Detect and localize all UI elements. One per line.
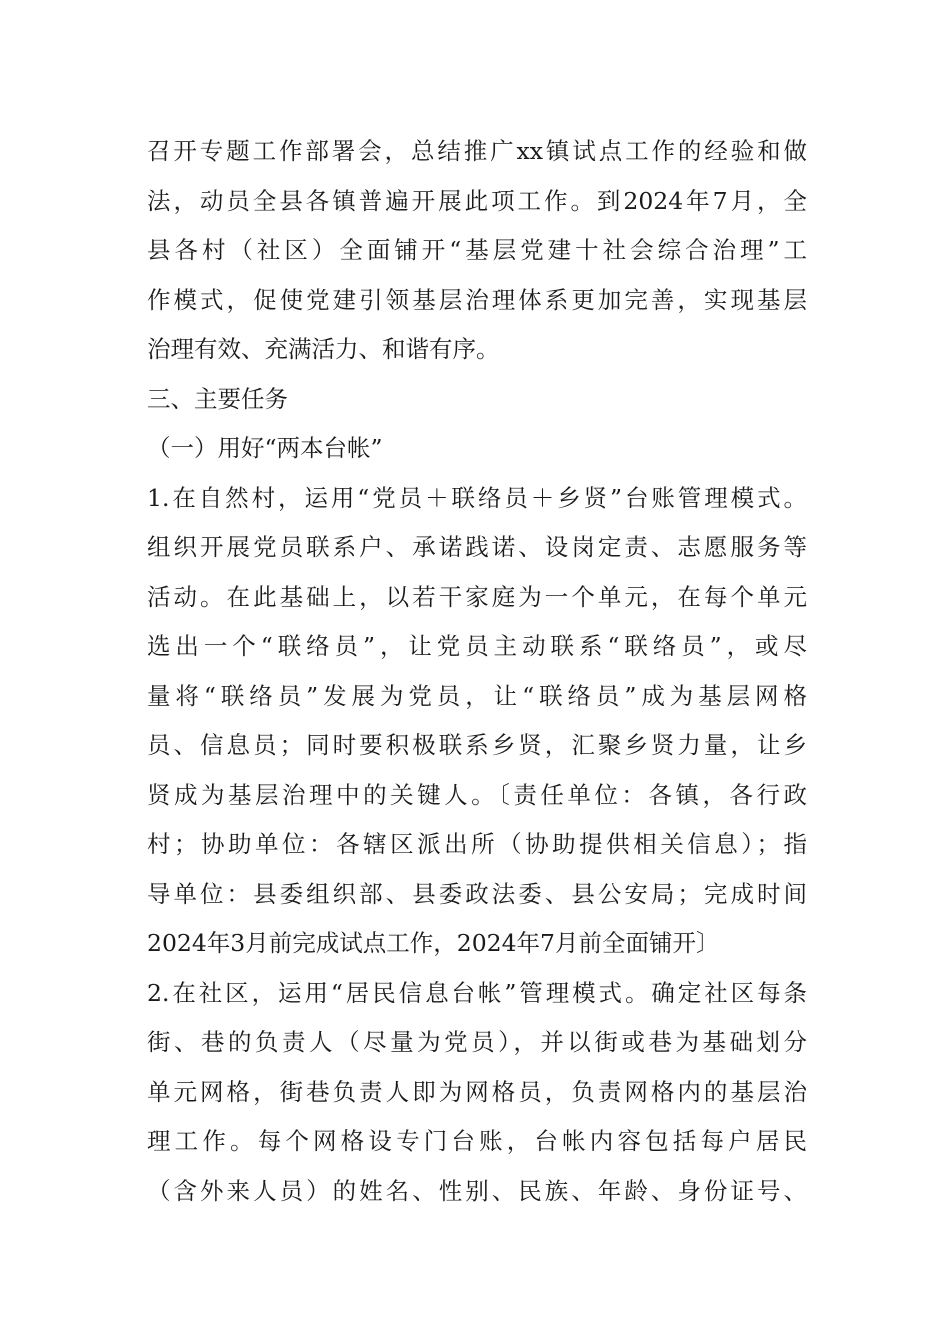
text-line: 员、信息员；同时要积极联系乡贤，汇聚乡贤力量，让乡 [147,731,807,759]
text-line: 街、巷的负责人（尽量为党员），并以街或巷为基础划分 [147,1028,807,1056]
text-line: 单元网格，街巷负责人即为网格员，负责网格内的基层治 [147,1077,807,1106]
text-line: （含外来人员）的姓名、性别、民族、年龄、身份证号、 [147,1176,807,1205]
body-text [147,127,807,1216]
text-line: 组织开展党员联系户、承诺践诺、设岗定责、志愿服务等 [147,533,807,561]
text-line: 2024年3月前完成试点工作，2024年7月前全面铺开〕 [147,929,720,957]
text-line: 法，动员全县各镇普遍开展此项工作。到2024年7月，全 [147,186,807,215]
subsection-heading: （一）用好“两本台帐” [147,434,383,462]
text-line: 量将“联络员”发展为党员，让“联络员”成为基层网格 [147,681,807,710]
section-heading: 三、主要任务 [147,384,288,413]
text-line: 活动。在此基础上，以若干家庭为一个单元，在每个单元 [147,582,807,611]
text-line: 2.在社区，运用“居民信息台帐”管理模式。确定社区每条 [147,978,807,1007]
text-line: 县各村（社区）全面铺开“基层党建十社会综合治理”工 [147,236,807,264]
text-line: 作模式，促使党建引领基层治理体系更加完善，实现基层 [147,285,807,314]
text-line: 理工作。每个网格设专门台账，台帐内容包括每户居民 [147,1127,807,1155]
text-line: 导单位：县委组织部、县委政法委、县公安局；完成时间 [147,879,807,908]
text-line: 治理有效、充满活力、和谐有序。 [147,335,500,363]
text-line: 村；协助单位：各辖区派出所（协助提供相关信息）；指 [147,830,807,858]
text-line: 贤成为基层治理中的关键人。〔责任单位：各镇，各行政 [147,780,807,809]
text-line: 选出一个“联络员”，让党员主动联系“联络员”，或尽 [147,632,807,660]
text-line: 1.在自然村，运用“党员＋联络员＋乡贤”台账管理模式。 [147,483,807,512]
text-line: 召开专题工作部署会，总结推广xx镇试点工作的经验和做 [147,137,807,165]
